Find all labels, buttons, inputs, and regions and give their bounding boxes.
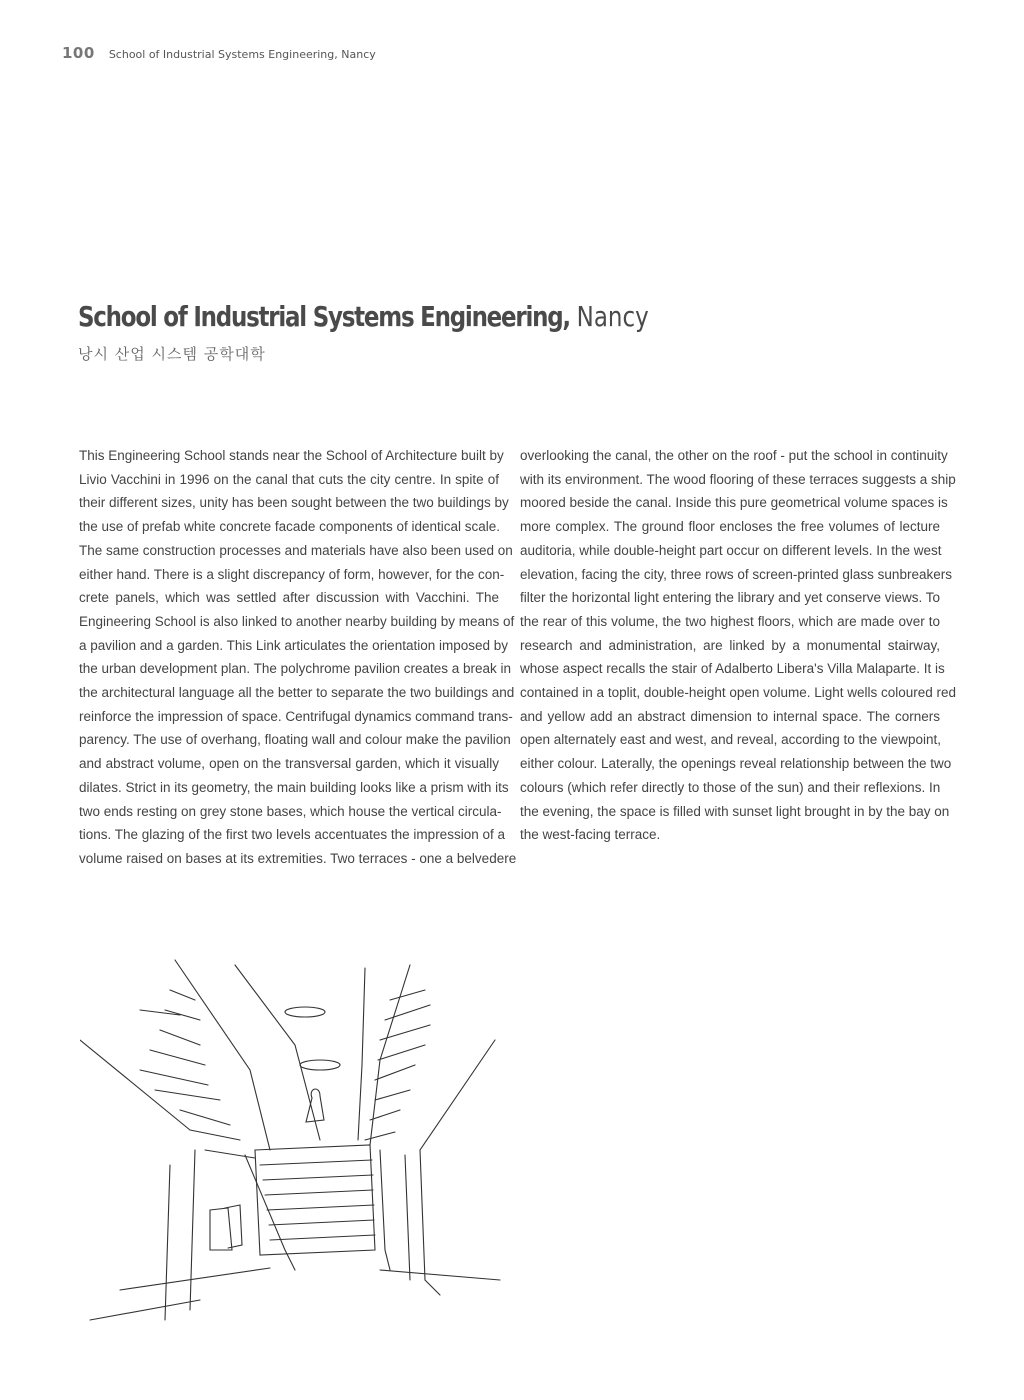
body-line: and abstract volume, open on the transversal garden, which it visually bbox=[79, 756, 499, 772]
page-title bbox=[78, 300, 649, 333]
body-line: the evening, the space is filled with sunset light brought in by the bay on bbox=[520, 803, 950, 819]
body-line: two ends resting on grey stone bases, which house the vertical circula- bbox=[79, 803, 502, 819]
body-line: moored beside the canal. Inside this pure geometrical volume spaces is bbox=[520, 495, 948, 511]
body-line: This Engineering School stands near the School of Architecture built by bbox=[79, 448, 504, 463]
body-line: the urban development plan. The polychrome pavilion creates a break in bbox=[79, 661, 512, 677]
body-line: a pavilion and a garden. This Link articulates the orientation imposed by bbox=[79, 637, 509, 653]
body-line: dilates. Strict in its geometry, the main building looks like a prism with its bbox=[79, 779, 509, 795]
body-line: whose aspect recalls the stair of Adalberto Libera's Villa Malaparte. It is bbox=[520, 661, 945, 677]
body-line: auditoria, while double-height part occur on different levels. In the west bbox=[520, 542, 942, 558]
body-line: filter the horizontal light entering the library and yet conserve views. To bbox=[520, 590, 940, 606]
body-line: tions. The glazing of the first two levels accentuates the impression of a bbox=[79, 827, 505, 843]
body-line: contained in a toplit, double-height open volume. Light wells coloured red bbox=[520, 685, 957, 701]
title-main-text: School of Industrial Systems Engineering, bbox=[78, 300, 570, 333]
page-number: 100 bbox=[62, 44, 95, 62]
title-location: Nancy bbox=[576, 300, 649, 333]
body-line: elevation, facing the city, three rows of screen-printed glass sunbreakers bbox=[520, 566, 952, 582]
running-head bbox=[62, 44, 376, 62]
body-line: crete panels, which was settled after discussion with Vacchini. The bbox=[79, 590, 499, 606]
body-line: research and administration, are linked by a monumental stairway, bbox=[520, 637, 940, 653]
body-line: Engineering School is also linked to another nearby building by means of bbox=[79, 613, 515, 629]
body-column-left bbox=[79, 444, 517, 871]
body-line: and yellow add an abstract dimension to internal space. The corners bbox=[520, 708, 940, 724]
body-column-right bbox=[520, 444, 957, 847]
body-line: the rear of this volume, the two highest floors, which are made over to bbox=[520, 613, 940, 629]
korean-subtitle: 낭시 산업 시스템 공학대학 bbox=[78, 345, 266, 363]
body-line: The same construction processes and materials have also been used on bbox=[79, 542, 513, 558]
body-line: with its environment. The wood flooring of these terraces suggests a ship bbox=[520, 471, 956, 487]
body-line: colours (which refer directly to those of the sun) and their reflexions. In bbox=[520, 779, 941, 795]
stair-sketch-figure bbox=[80, 950, 510, 1330]
body-line: their different sizes, unity has been sought between the two buildings by bbox=[79, 495, 509, 511]
running-head-title: School of Industrial Systems Engineering, Nancy bbox=[108, 48, 376, 61]
body-line: parency. The use of overhang, floating wall and colour make the pavilion bbox=[79, 732, 511, 748]
body-line: reinforce the impression of space. Centrifugal dynamics command trans- bbox=[79, 708, 513, 724]
body-line: more complex. The ground floor encloses the free volumes of lecture bbox=[520, 519, 940, 535]
body-line: the west-facing terrace. bbox=[520, 827, 661, 843]
body-line: either hand. There is a slight discrepancy of form, however, for the con- bbox=[79, 566, 505, 582]
body-line: open alternately east and west, and reveal, according to the viewpoint, bbox=[520, 732, 942, 748]
sketch-drawing bbox=[80, 950, 510, 1330]
body-line: Livio Vacchini in 1996 on the canal that cuts the city centre. In spite of bbox=[79, 471, 499, 487]
body-line: volume raised on bases at its extremities. Two terraces - one a belvedere bbox=[79, 850, 517, 866]
body-line: either colour. Laterally, the openings reveal relationship between the two bbox=[520, 756, 952, 772]
body-line: the architectural language all the better to separate the two buildings and bbox=[79, 685, 515, 701]
body-line: overlooking the canal, the other on the roof - put the school in continuity bbox=[520, 448, 948, 463]
title-block bbox=[78, 300, 774, 364]
body-line: the use of prefab white concrete facade components of identical scale. bbox=[79, 519, 501, 535]
